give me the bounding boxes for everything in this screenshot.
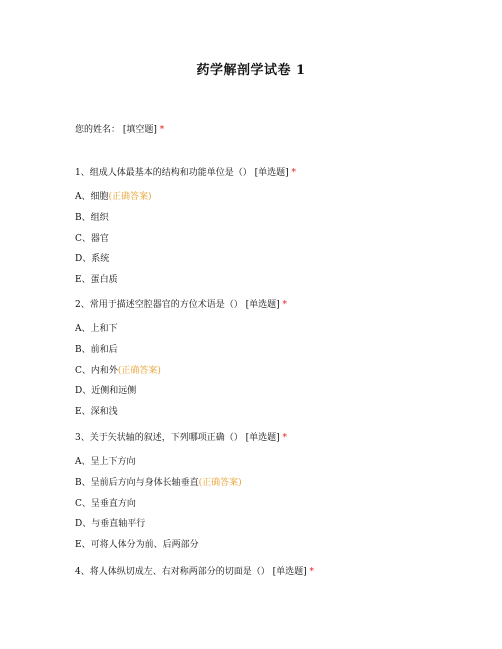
option-label: D、系统 [75, 254, 110, 264]
name-field-prompt [75, 124, 164, 136]
option-label: D、近侧和远侧 [75, 386, 137, 396]
question-text: 1、组成人体最基本的结构和功能单位是（） [75, 168, 252, 178]
correct-answer-mark: (正确答案) [198, 478, 242, 488]
question-type: [单选题] [245, 433, 280, 443]
correct-answer-mark: (正确答案) [117, 366, 161, 376]
option-2d [75, 385, 136, 397]
option-label: E、蛋白质 [75, 275, 118, 285]
question-type: [单选题] [254, 168, 289, 178]
option-3d [75, 518, 145, 530]
name-field-label: 您的姓名： [75, 125, 121, 135]
option-3e [75, 539, 199, 551]
required-mark: * [282, 433, 288, 443]
option-2a [75, 323, 118, 335]
option-1d [75, 253, 109, 265]
option-label: D、与垂直轴平行 [75, 519, 146, 529]
question-type: [单选题] [272, 567, 307, 577]
document-title: 药学解剖学试卷 1 [196, 63, 306, 78]
option-label: A、细胞 [75, 192, 109, 202]
option-label: B、呈前后方向与身体长轴垂直 [75, 478, 199, 488]
required-mark: * [309, 567, 315, 577]
option-label: C、内和外 [75, 366, 118, 376]
question-3 [75, 432, 287, 444]
correct-answer-mark: (正确答案) [108, 192, 152, 202]
option-1a [75, 191, 152, 203]
question-text: 4、将人体纵切成左、右对称两部分的切面是（） [75, 567, 270, 577]
question-type: [单选题] [245, 300, 280, 310]
required-mark: * [159, 125, 165, 135]
option-1b [75, 212, 109, 224]
question-type: [填空题] [122, 125, 157, 135]
option-2b [75, 344, 118, 356]
question-1 [75, 167, 296, 179]
option-label: C、器官 [75, 234, 109, 244]
option-label: A、呈上下方向 [75, 457, 136, 467]
option-label: B、前和后 [75, 345, 118, 355]
question-text: 3、关于矢状轴的叙述，下列哪项正确（） [75, 433, 243, 443]
option-label: E、可将人体分为前、后两部分 [75, 540, 199, 550]
required-mark: * [291, 168, 297, 178]
option-1e [75, 274, 118, 286]
option-3c [75, 498, 136, 510]
question-2 [75, 299, 287, 311]
option-1c [75, 233, 109, 245]
required-mark: * [282, 300, 288, 310]
option-label: B、组织 [75, 213, 109, 223]
option-2e [75, 406, 118, 418]
option-3a [75, 456, 136, 468]
question-4 [75, 566, 314, 578]
question-text: 2、常用于描述空腔器官的方位术语是（） [75, 300, 243, 310]
option-label: C、呈垂直方向 [75, 499, 136, 509]
option-2c [75, 365, 161, 377]
option-label: A、上和下 [75, 324, 118, 334]
option-label: E、深和浅 [75, 407, 118, 417]
option-3b [75, 477, 242, 489]
